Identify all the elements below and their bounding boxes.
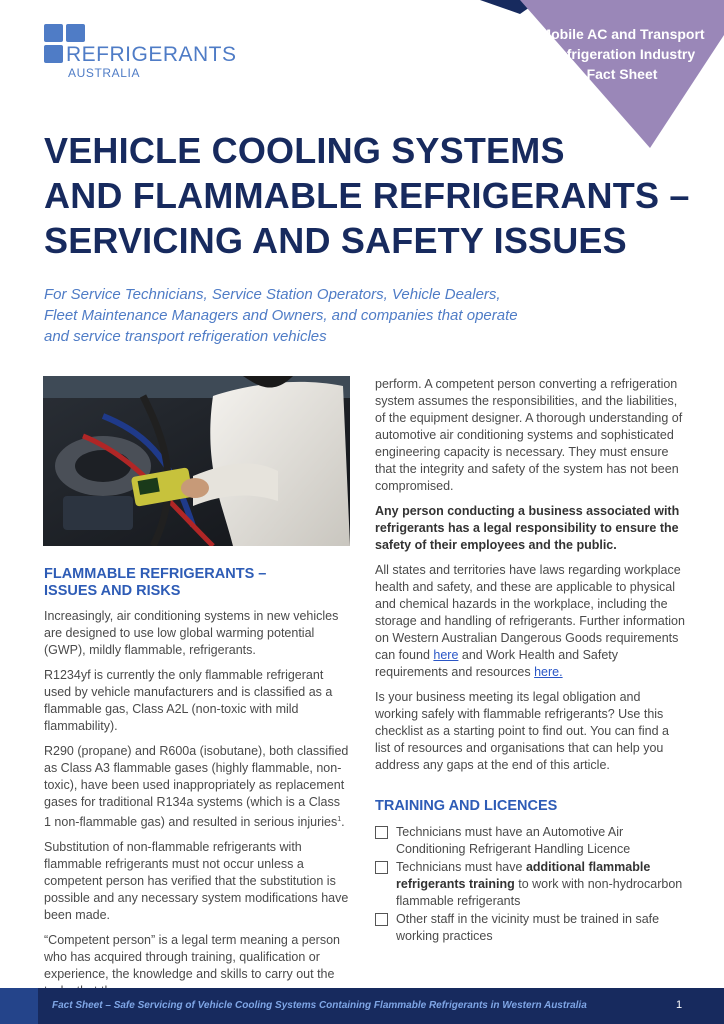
training-checklist [375,824,685,946]
checklist-item-1-text: Technicians must have an Automotive Air Conditioning Refrigerant Handling Licence [396,825,631,856]
banner-line-3: Fact Sheet [586,66,658,82]
checkbox-icon[interactable] [375,861,388,874]
flammable-heading-line-2: ISSUES AND RISKS [44,583,181,599]
checklist-item-2-bold: additional flammable refrigerants training [396,860,651,891]
checklist-item-3-text: Other staff in the vicinity must be trained in safe working practices [396,912,660,943]
checklist-item [375,824,685,858]
footer-text: Fact Sheet – Safe Servicing of Vehicle Cooling Systems Containing Flammable Refrigerants in Western Australia [52,1000,587,1011]
mechanic-photo [43,376,350,546]
whs-resources-link[interactable]: here. [534,665,563,679]
checklist-item [375,911,685,945]
logo-sub: AUSTRALIA [68,66,141,80]
subtitle-line-1: For Service Technicians, Service Station Operators, Vehicle Dealers, [44,286,501,303]
page-subtitle [44,284,544,347]
banner-line-2: Refrigeration Industry [548,46,696,62]
flammable-heading-line-1: FLAMMABLE REFRIGERANTS – [44,566,267,582]
right-paragraph-1: perform. A competent person converting a refrigeration system assumes the responsibilities, and the liabilities, of the equipment designer. A thorough understanding of automotive air conditioning systems and sophisticated engineering capacity is necessary. They must ensure that the integrity and safety of the system has not been compromised. [375,377,683,493]
checklist-item-2-b: to work with non-hydrocarbon flammable refrigerants [396,877,683,908]
title-line-2: AND FLAMMABLE REFRIGERANTS – [44,175,690,216]
flammable-paragraph-3 [44,743,350,831]
subtitle-line-2: Fleet Maintenance Managers and Owners, and companies that operate [44,307,518,324]
title-line-3: SERVICING AND SAFETY ISSUES [44,220,627,261]
fact-sheet-banner [520,24,724,84]
flammable-paragraph-3-end: . [341,815,345,830]
flammable-paragraph-4: Substitution of non-flammable refrigerants with flammable refrigerants must not occur unless a competent person has verified that the substitution is possible and any necessary system modifications have been made. [44,840,349,923]
flammable-paragraph-3-text: R290 (propane) and R600a (isobutane), both classified as Class A3 flammable gases (highly flammable, non-toxic), have been used inappropriately as replacement gases for traditional R134a systems (which is a Class 1 non-flammable gas) and resulted in serious injuries [44,744,349,830]
footer-accent-bar [0,988,38,1024]
flammable-paragraph-1: Increasingly, air conditioning systems in new vehicles are designed to use low global warming potential (GWP), mildly flammable, refrigerants. [44,609,339,657]
checklist-item [375,859,685,910]
title-line-1: VEHICLE COOLING SYSTEMS [44,130,565,171]
right-column-body [375,376,685,782]
training-section-heading: TRAINING AND LICENCES [375,798,558,814]
flammable-paragraph-2: R1234yf is currently the only flammable refrigerant used by vehicle manufacturers and is classified as a flammable gas, Class A2L (non-toxic with mild flammability). [44,668,333,733]
right-paragraph-3 [375,562,685,681]
page-title [44,128,690,263]
page-number: 1 [676,999,683,1011]
banner-line-1: Mobile AC and Transport [539,26,705,42]
left-column-body [44,608,350,1008]
right-paragraph-3-b: and Work Health and Safety requirements and resources [375,648,619,679]
logo-name: REFRIGERANTS [66,43,237,66]
page-footer [0,988,724,1024]
flammable-paragraph-5: “Competent person” is a legal term meaning a person who has acquired through training, qualification or experience, the knowledge and skills to carry out the [44,933,340,982]
checkbox-icon[interactable] [375,913,388,926]
dangerous-goods-link[interactable]: here [433,648,459,662]
right-paragraph-4: Is your business meeting its legal obligation and working safely with flammable refrigerants? Use this checklist as a starting point to find out. You can find a list of resources and organisations that can help you address any gaps at the end of this article. [375,690,669,772]
right-paragraph-3-a: All states and territories have laws regarding workplace health and safety, and these are applicable to physical and chemical hazards in the workplace, including the storage and handling of refrigerants. Further information on Western Australian Dangerous Goods requirements can found [375,563,685,662]
checkbox-icon[interactable] [375,826,388,839]
footnote-marker: 1 [337,816,342,823]
checklist-item-2-a: Technicians must have [396,860,526,874]
legal-responsibility-paragraph: Any person conducting a business associated with refrigerants has a legal responsibility to ensure the safety of their employees and the public. [375,504,680,552]
refrigerants-australia-logo [44,24,244,84]
flammable-section-heading [44,566,266,600]
subtitle-line-3: and service transport refrigeration vehicles [44,328,327,345]
